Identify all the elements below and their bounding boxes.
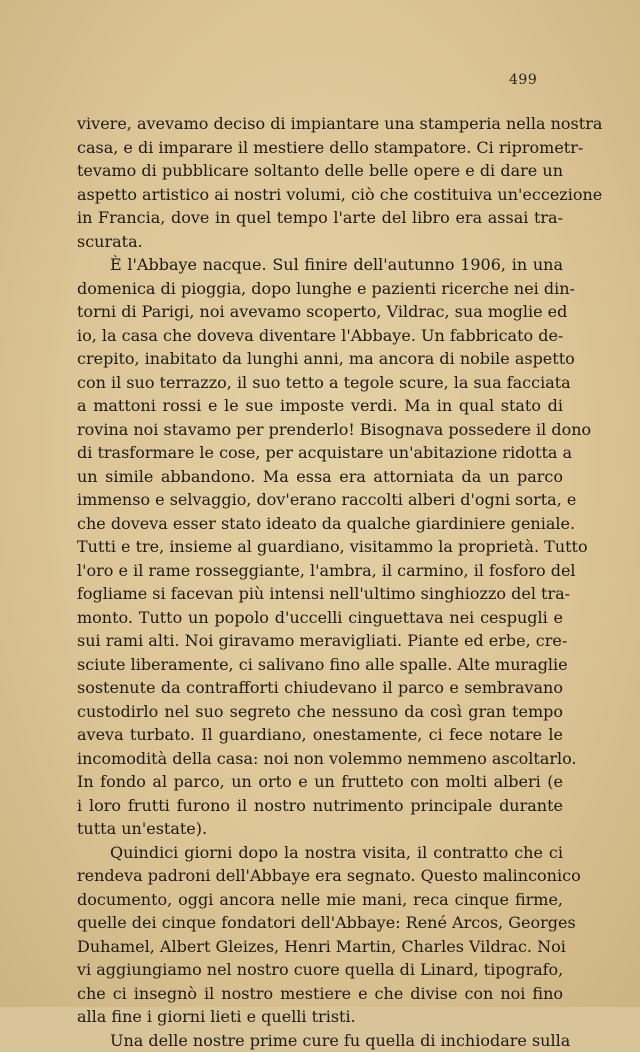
text-line: aspetto artistico ai nostri volumi, ciò che costituiva un'eccezione — [77, 183, 563, 207]
text-line: documento, oggi ancora nelle mie mani, reca cinque firme, — [77, 888, 563, 912]
text-line: tevamo di pubblicare soltanto delle belle opere e di dare un — [77, 159, 563, 183]
text-line: sciute liberamente, ci salivano fino alle spalle. Alte muraglie — [77, 653, 563, 677]
text-line: l'oro e il rame rosseggiante, l'ambra, il carmino, il fosforo del — [77, 559, 563, 583]
text-line: Una delle nostre prime cure fu quella di inchiodare sulla — [77, 1029, 563, 1052]
text-line: torni di Parigi, noi avevamo scoperto, Vildrac, sua moglie ed — [77, 300, 563, 324]
text-line: incomodità della casa: noi non volemmo nemmeno ascoltarlo. — [77, 747, 563, 771]
text-line: un simile abbandono. Ma essa era attorniata da un parco — [77, 465, 563, 489]
text-line: Duhamel, Albert Gleizes, Henri Martin, Charles Vildrac. Noi — [77, 935, 563, 959]
text-line: crepito, inabitato da lunghi anni, ma ancora di nobile aspetto — [77, 347, 563, 371]
page-number: 499 — [509, 72, 537, 88]
text-line: sui rami alti. Noi giravamo meravigliati. Piante ed erbe, cre- — [77, 629, 563, 653]
text-line: custodirlo nel suo segreto che nessuno da così gran tempo — [77, 700, 563, 724]
text-line: io, la casa che doveva diventare l'Abbaye. Un fabbricato de- — [77, 324, 563, 348]
text-line: i loro frutti furono il nostro nutrimento principale durante — [77, 794, 563, 818]
text-line: fogliame si facevan più intensi nell'ultimo singhiozzo del tra- — [77, 582, 563, 606]
text-line: monto. Tutto un popolo d'uccelli cinguettava nei cespugli e — [77, 606, 563, 630]
text-line: in Francia, dove in quel tempo l'arte del libro era assai tra- — [77, 206, 563, 230]
text-line: scurata. — [77, 230, 563, 254]
text-line: sostenute da contrafforti chiudevano il parco e sembravano — [77, 676, 563, 700]
text-line: che doveva esser stato ideato da qualche giardiniere geniale. — [77, 512, 563, 536]
text-line: tutta un'estate). — [77, 817, 563, 841]
text-line: domenica di pioggia, dopo lunghe e pazienti ricerche nei din- — [77, 277, 563, 301]
text-line: casa, e di imparare il mestiere dello stampatore. Ci riprometr- — [77, 136, 563, 160]
text-line: con il suo terrazzo, il suo tetto a tegole scure, la sua facciata — [77, 371, 563, 395]
text-line: vivere, avevamo deciso di impiantare una stamperia nella nostra — [77, 112, 563, 136]
text-line: a mattoni rossi e le sue imposte verdi. Ma in qual stato di — [77, 394, 563, 418]
text-line: quelle dei cinque fondatori dell'Abbaye: René Arcos, Georges — [77, 911, 563, 935]
text-line: Tutti e tre, insieme al guardiano, visitammo la proprietà. Tutto — [77, 535, 563, 559]
text-line: immenso e selvaggio, dov'erano raccolti alberi d'ogni sorta, e — [77, 488, 563, 512]
text-line: In fondo al parco, un orto e un frutteto con molti alberi (e — [77, 770, 563, 794]
text-line: rendeva padroni dell'Abbaye era segnato. Questo malinconico — [77, 864, 563, 888]
body-text — [77, 112, 563, 1052]
text-line: di trasformare le cose, per acquistare un'abitazione ridotta a — [77, 441, 563, 465]
text-line: che ci insegnò il nostro mestiere e che divise con noi fino — [77, 982, 563, 1006]
text-line: aveva turbato. Il guardiano, onestamente, ci fece notare le — [77, 723, 563, 747]
text-line: alla fine i giorni lieti e quelli tristi. — [77, 1005, 563, 1029]
text-line: È l'Abbaye nacque. Sul finire dell'autunno 1906, in una — [77, 253, 563, 277]
text-line: vi aggiungiamo nel nostro cuore quella di Linard, tipografo, — [77, 958, 563, 982]
text-line: rovina noi stavamo per prenderlo! Bisognava possedere il dono — [77, 418, 563, 442]
text-line: Quindici giorni dopo la nostra visita, il contratto che ci — [77, 841, 563, 865]
